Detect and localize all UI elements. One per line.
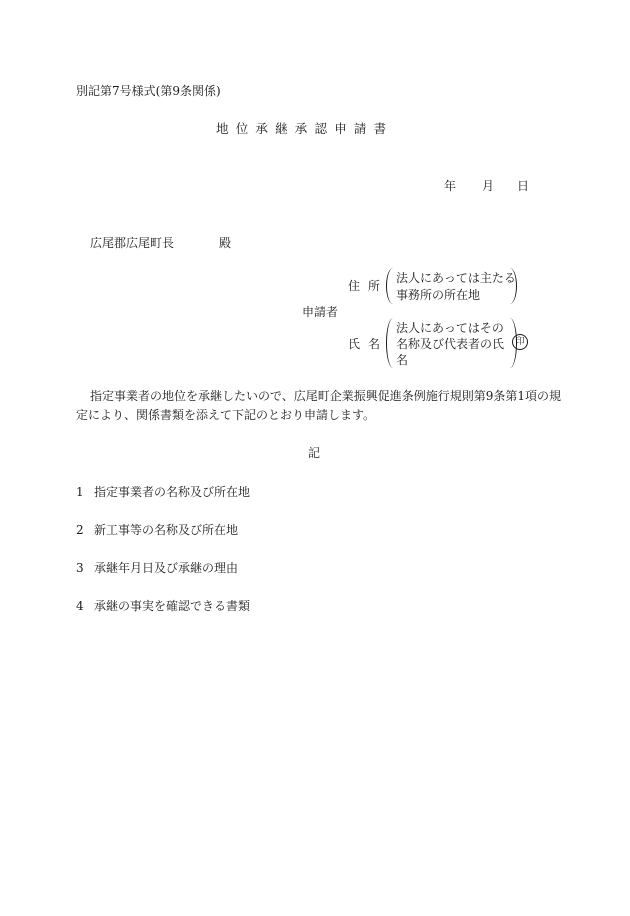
applicant-label: 申請者 (302, 305, 339, 319)
date-year: 年 (444, 179, 457, 193)
list-item (76, 524, 238, 536)
item-number: 3 (76, 561, 84, 575)
list-item (76, 600, 250, 612)
form-label: 別記第7号様式(第9条関係) (76, 84, 221, 98)
item-text: 指定事業者の名称及び所在地 (94, 485, 251, 499)
address-label: 住所 (348, 279, 389, 293)
ki-heading: 記 (308, 446, 321, 460)
body-text-line: 定により、関係書類を添えて下記のとおり申請します。 (76, 408, 376, 422)
recipient-name: 広尾郡広尾町長 (90, 236, 175, 250)
name-note-line: 名称及び代表者の氏 (396, 337, 505, 351)
address-note-line: 事務所の所在地 (396, 288, 481, 302)
name-note-line: 名 (396, 353, 409, 367)
address-note-line: 法人にあっては主たる (396, 271, 516, 285)
item-number: 2 (76, 523, 84, 537)
name-label: 氏名 (348, 337, 389, 351)
date-month: 月 (482, 179, 495, 193)
seal-mark: 印 (512, 334, 528, 350)
date-day: 日 (517, 179, 530, 193)
item-text: 承継の事実を確認できる書類 (94, 599, 251, 613)
item-number: 1 (76, 485, 84, 499)
item-text: 新工事等の名称及び所在地 (94, 523, 239, 537)
item-text: 承継年月日及び承継の理由 (94, 561, 239, 575)
item-number: 4 (76, 599, 84, 613)
document-title: 地位承継承認申請書 (216, 121, 394, 136)
list-item (76, 486, 250, 498)
body-text-line: 指定事業者の地位を承継したいので、広尾町企業振興促進条例施行規則第9条第1項の規 (90, 389, 562, 403)
list-item (76, 562, 238, 574)
recipient-honorific: 殿 (219, 236, 232, 250)
name-note-line: 法人にあってはその (396, 321, 504, 335)
